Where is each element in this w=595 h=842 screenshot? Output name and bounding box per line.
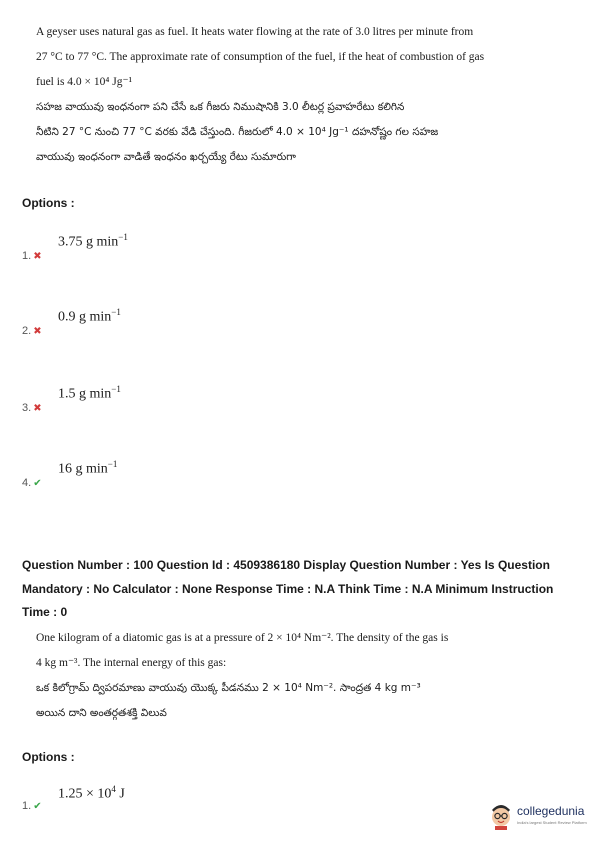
options-heading: Options : [22,196,75,210]
option-4-number: 4. ✔ [22,477,42,489]
question-2-metadata [22,554,582,625]
cross-icon: ✖ [33,251,42,262]
question-line: 27 °C to 77 °C. The approximate rate of consumption of the fuel, if the heat of combustion of gas [36,51,485,63]
metadata-line: Mandatory : No Calculator : None Response Time : N.A Think Time : N.A Minimum Instruction [22,581,554,596]
question-line-telugu: వాయువు ఇంధనంగా వాడితే ఇంధనం ఖర్చయ్యే రేటు సుమారుగా [36,151,296,163]
option-3-number: 3. ✖ [22,402,42,414]
mascot-icon [488,800,514,830]
option-2-number: 2. ✖ [22,325,42,337]
question-line: 4 kg m⁻³. The internal energy of this gas: [36,657,227,669]
q2-option-1-value: $1.25 \times 10^4$ J [58,784,125,802]
brand-tagline: India's largest Student Review Platform [517,820,587,825]
question-1-text [36,20,556,170]
option-1-number: 1. ✖ [22,250,42,262]
check-icon: ✔ [33,478,42,489]
question-line-telugu: అయిన దాని అంతర్గతశక్తి విలువ [36,707,167,719]
question-line: A geyser uses natural gas as fuel. It heats water flowing at the rate of 3.0 litres per minute from [36,26,474,38]
option-3-value: 1.5 g $\min^{-1}$ [58,384,121,402]
options-heading: Options : [22,750,75,764]
cross-icon: ✖ [33,403,42,414]
collegedunia-logo [488,798,588,832]
question-line-telugu: ఒక కిలోగ్రామ్ ద్విపరమాణు వాయువు యొక్క పీడనము 2 × 10⁴ Nm⁻². సాంద్రత 4 kg m⁻³ [36,682,421,694]
question-2-text [36,626,556,726]
metadata-line: Time : 0 [22,605,68,619]
cross-icon: ✖ [33,326,42,337]
metadata-line: Question Number : 100 Question Id : 4509386180 Display Question Number : Yes Is Question [22,558,550,572]
option-1-value: 3.75 g $\min^{-1}$ [58,232,128,250]
question-line: One kilogram of a diatomic gas is at a pressure of 2 × 10⁴ Nm⁻². The density of the gas is [36,632,449,644]
option-2-value: 0.9 g $\min^{-1}$ [58,307,121,325]
option-4-value: 16 g $\min^{-1}$ [58,459,118,477]
check-icon: ✔ [33,801,42,812]
question-line-telugu: సహజ వాయువు ఇంధనంగా పని చేసే ఒక గీజరు నిముషానికి 3.0 లీటర్ల ప్రవాహరేటు కలిగిన [36,101,405,113]
question-line-telugu: నీటిని 27 °C నుంచి 77 °C వరకు వేడి చేస్తుంది. గీజరులో 4.0 × 10⁴ Jg⁻¹ దహనోష్ణం గల సహజ [36,126,439,138]
q2-option-1-number: 1. ✔ [22,800,42,812]
brand-name: collegedunia [517,804,585,818]
question-line: fuel is 4.0 × 10⁴ Jg⁻¹ [36,76,133,88]
